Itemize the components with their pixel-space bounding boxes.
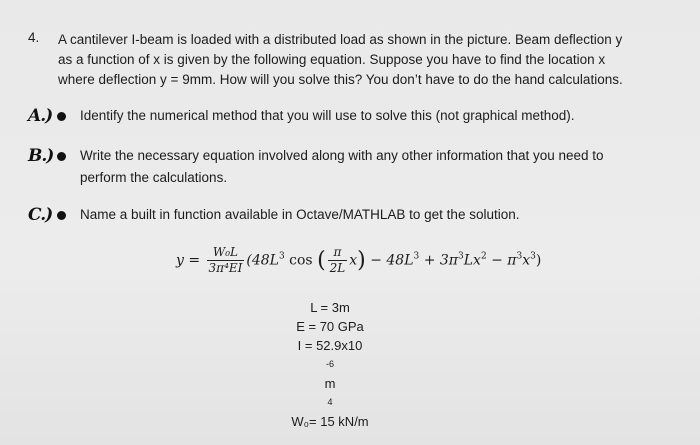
equation-term: (48L <box>246 252 279 269</box>
part-a-text: Identify the numerical method that you will use to solve this (not graphical method). <box>80 108 575 123</box>
question-line: where deflection y = 9mm. How will you solve this? You don’t have to do the hand calculations. <box>58 72 623 87</box>
question-line: A cantilever I-beam is loaded with a distributed load as shown in the picture. Beam deflection y <box>58 32 623 47</box>
equation-fraction-1 <box>207 245 245 276</box>
left-paren-icon: ( <box>317 248 326 273</box>
equation-exponent: 2 <box>480 251 487 262</box>
equation-term: x <box>522 252 531 269</box>
equation-fraction-2 <box>328 245 348 276</box>
part-b-marker: B.) <box>28 146 54 166</box>
question-text <box>58 30 668 90</box>
equation-term: x <box>349 252 358 269</box>
param-inertia-value: I = 52.9x10 <box>297 338 363 353</box>
bullet-icon <box>57 211 66 220</box>
fraction-1-denominator: 3π⁴EI <box>208 261 243 275</box>
param-length: L = 3m <box>310 300 350 315</box>
param-inertia-unit-exponent: 4 <box>327 397 333 407</box>
part-c-marker: C.) <box>28 205 53 225</box>
equation-term: − 48L <box>365 252 414 269</box>
fraction-2-denominator: 2L <box>329 261 346 275</box>
right-paren-icon: ) <box>357 248 366 273</box>
param-inertia-unit: m <box>324 376 336 391</box>
fraction-1-numerator: W₀L <box>207 245 245 261</box>
equation-exponent: 3 <box>413 251 420 262</box>
question-line: as a function of x is given by the following equation. Suppose you have to find the location x <box>58 52 606 67</box>
equation-exponent: 3 <box>516 251 523 262</box>
equation-exponent: 3 <box>458 251 464 262</box>
equation-term: + 3π <box>419 252 458 269</box>
part-c-text: Name a built in function available in Octave/MATHLAB to get the solution. <box>80 207 520 222</box>
deflection-equation <box>176 245 541 276</box>
param-load: W₀= 15 kN/m <box>291 414 369 429</box>
equation-term: ) <box>535 252 542 269</box>
param-inertia-exponent: -6 <box>325 359 334 369</box>
param-modulus: E = 70 GPa <box>296 319 364 334</box>
bullet-icon <box>57 112 66 121</box>
parameter-list <box>240 298 420 431</box>
equation-lhs: y = <box>176 252 201 269</box>
param-inertia <box>240 336 420 412</box>
bullet-icon <box>57 152 66 161</box>
question-number: 4. <box>28 30 40 45</box>
part-b-text-line2: perform the calculations. <box>80 170 228 185</box>
fraction-2-numerator: π <box>328 245 348 261</box>
equation-term: cos <box>284 252 313 269</box>
equation-exponent: 3 <box>278 251 285 262</box>
equation-exponent: 3 <box>530 251 536 262</box>
equation-term: − π <box>486 252 517 269</box>
part-b-text-line1: Write the necessary equation involved along with any other information that you need to <box>80 148 604 163</box>
part-a-marker: A.) <box>28 106 53 126</box>
equation-term: Lx <box>463 252 481 269</box>
